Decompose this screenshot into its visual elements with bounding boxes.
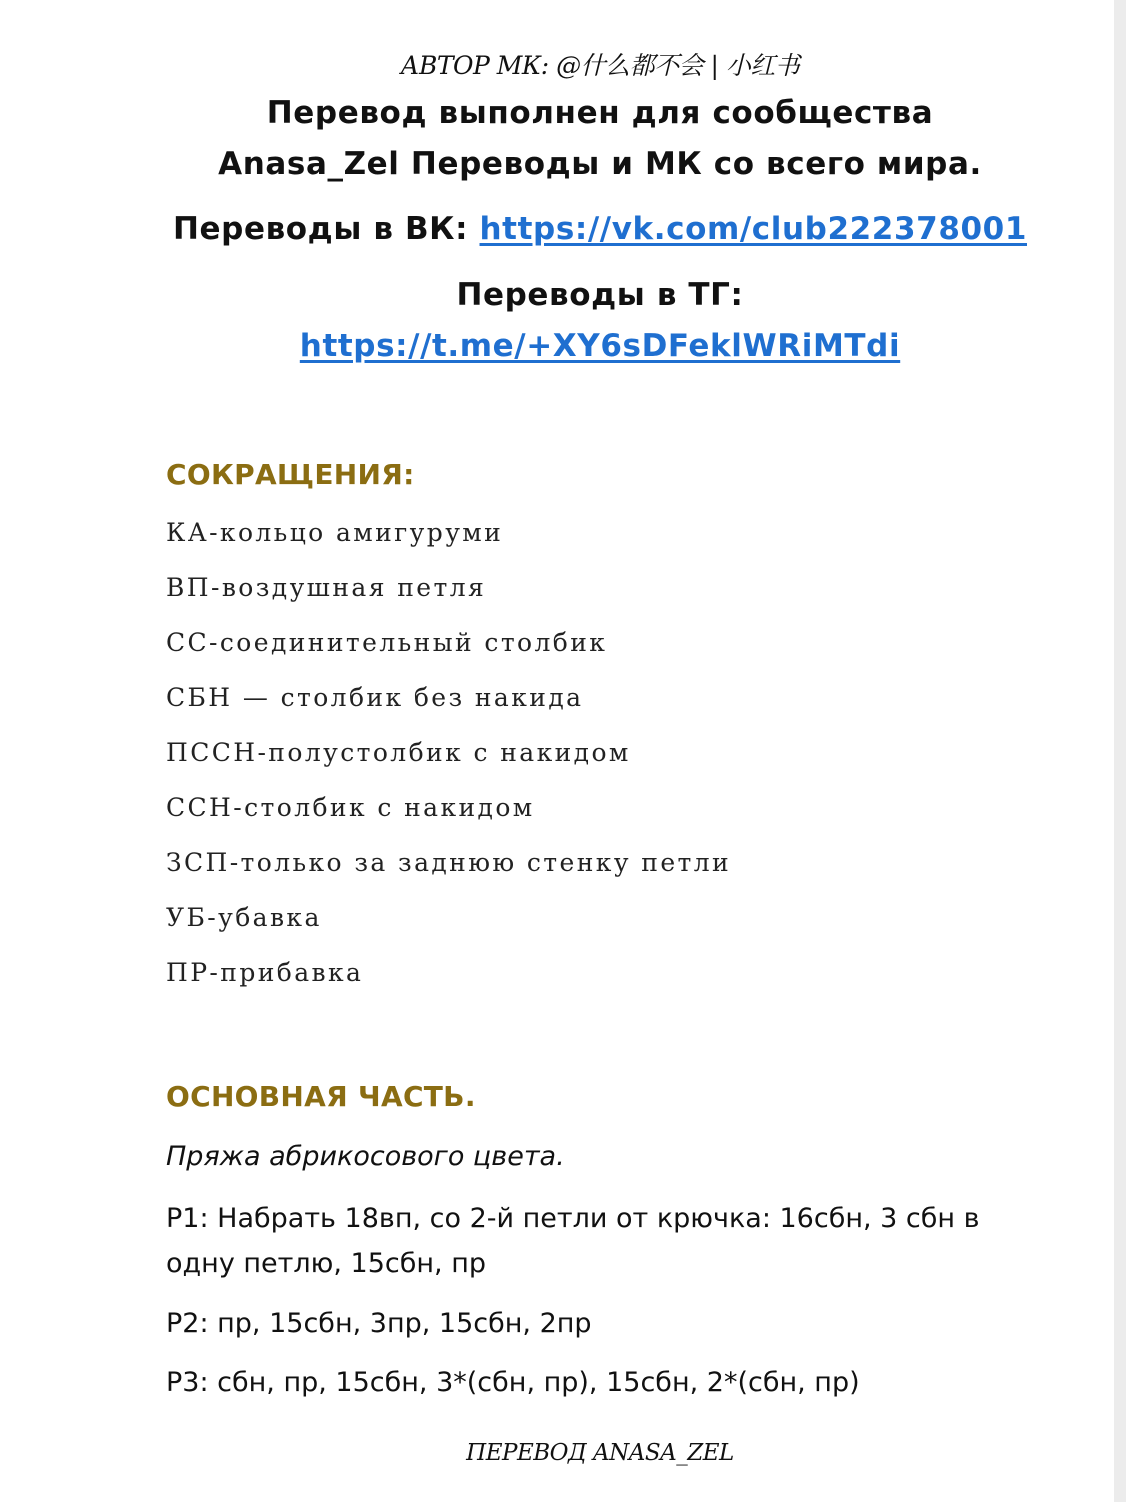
vk-line xyxy=(0,211,1126,247)
intro-line-1: Перевод выполнен для сообщества xyxy=(266,95,934,131)
main-part-heading: ОСНОВНАЯ ЧАСТЬ. xyxy=(166,1080,476,1113)
author-credit: АВТОР МК: @什么都不会 | 小红书 xyxy=(400,51,800,80)
abbreviation-item: ПССН-полустолбик с накидом xyxy=(166,738,631,767)
abbreviation-item: ССН-столбик с накидом xyxy=(166,793,535,822)
pattern-row-3: Р3: сбн, пр, 15сбн, 3*(сбн, пр), 15сбн, 2*(сбн, пр) xyxy=(166,1367,860,1398)
tg-label: Переводы в ТГ: xyxy=(456,277,744,313)
intro-line-2: Anasa_Zel Переводы и МК со всего мира. xyxy=(218,146,982,182)
pattern-row-1-cont: одну петлю, 15сбн, пр xyxy=(166,1248,487,1279)
vk-label: Переводы в ВК: xyxy=(172,211,480,247)
abbreviation-item: СС-соединительный столбик xyxy=(166,628,608,657)
abbreviation-item: УБ-убавка xyxy=(166,903,322,932)
tg-link[interactable]: https://t.me/+XY6sDFeklWRiMTdi xyxy=(299,328,901,364)
abbreviations-heading: СОКРАЩЕНИЯ: xyxy=(166,458,415,491)
abbreviation-item: ЗСП-только за заднюю стенку петли xyxy=(166,848,732,877)
vk-link[interactable]: https://vk.com/club222378001 xyxy=(479,211,1027,247)
pattern-row-2: Р2: пр, 15сбн, 3пр, 15сбн, 2пр xyxy=(166,1308,592,1339)
abbreviation-item: КА-кольцо амигуруми xyxy=(166,518,504,547)
page-edge xyxy=(1114,0,1126,1502)
pattern-row-1: Р1: Набрать 18вп, со 2-й петли от крючка: 16сбн, 3 сбн в xyxy=(166,1203,980,1234)
abbreviation-item: ПР-прибавка xyxy=(166,958,364,987)
tg-line xyxy=(0,328,1126,364)
footer-credit: ПЕРЕВОД ANASA_ZEL xyxy=(466,1440,734,1466)
abbreviation-item: ВП-воздушная петля xyxy=(166,573,487,602)
abbreviation-item: СБН — столбик без накида xyxy=(166,683,584,712)
yarn-note: Пряжа абрикосового цвета. xyxy=(166,1141,565,1172)
